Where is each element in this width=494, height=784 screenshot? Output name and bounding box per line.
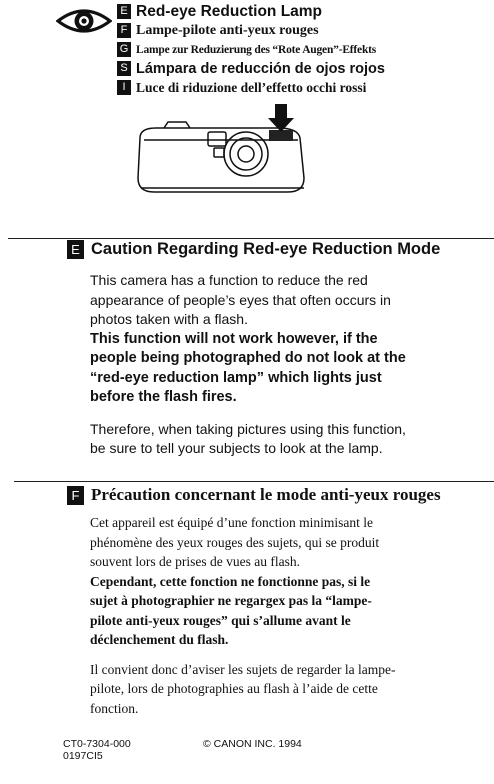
- section-heading: [67, 485, 441, 505]
- lang-row-english: [117, 2, 385, 21]
- copyright: © CANON INC. 1994: [203, 738, 302, 750]
- lang-badge: I: [117, 80, 131, 95]
- lang-row-german: [117, 40, 385, 59]
- lang-row-french: [117, 21, 385, 40]
- text-line: before the flash fires.: [90, 389, 237, 405]
- divider: [8, 238, 494, 239]
- eye-icon: [56, 6, 112, 36]
- lang-row-italian: [117, 78, 385, 97]
- text-line: Cependant, cette fonction ne fonctionne pas, si le: [90, 573, 371, 589]
- text-line: Cet appareil est équipé d’une fonction minimisant le: [90, 515, 374, 530]
- french-section: [67, 485, 441, 505]
- lang-badge: E: [117, 4, 131, 19]
- lang-badge: S: [117, 61, 131, 76]
- text-line: fonction.: [90, 700, 139, 716]
- text-line: sujet à photographier ne regargex pas la “lampe-: [90, 593, 372, 608]
- doc-code: CT0-7304-000: [63, 738, 131, 750]
- divider: [14, 481, 494, 482]
- text-line: Il convient donc d’aviser les sujets de regarder la lampe-: [90, 661, 396, 677]
- text-line: pilote, lors de photographies au flash à l’aide de cette: [90, 681, 378, 696]
- camera-illustration: [128, 100, 318, 200]
- lang-badge: E: [67, 240, 84, 259]
- paragraph: [90, 513, 396, 572]
- lang-badge: F: [117, 23, 131, 38]
- text-line: people being photographed do not look at the: [90, 350, 406, 366]
- lang-title: Lampe-pilote anti-yeux rouges: [136, 22, 319, 38]
- lang-title: Red-eye Reduction Lamp: [136, 2, 323, 20]
- heading-text: Caution Regarding Red-eye Reduction Mode: [91, 240, 441, 258]
- paragraph: [90, 660, 396, 719]
- text-line: déclenchement du flash.: [90, 632, 229, 647]
- lang-row-spanish: [117, 59, 385, 78]
- lang-badge: G: [117, 42, 131, 57]
- lang-title: Luce di riduzione dell’effetto occhi rossi: [136, 79, 367, 95]
- heading-text: Précaution concernant le mode anti-yeux rouges: [91, 485, 441, 504]
- text-line: photos taken with a flash.: [90, 311, 248, 327]
- text-line: Therefore, when taking pictures using this function,: [90, 420, 406, 437]
- text-line: souvent lors de prises de vues au flash.: [90, 554, 300, 569]
- paragraph: [90, 271, 406, 330]
- text-line: pilote anti-yeux rouges” qui s’allume avant le: [90, 612, 351, 628]
- english-body: [90, 271, 406, 459]
- text-line: phénomène des yeux rouges des sujets, qui se produit: [90, 534, 380, 550]
- doc-code: 0197CI5: [63, 750, 103, 762]
- text-line: appearance of people’s eyes that often occurs in: [90, 291, 391, 308]
- paragraph-bold: [90, 330, 406, 408]
- text-line: be sure to tell your subjects to look at the lamp.: [90, 440, 383, 456]
- paragraph: [90, 420, 406, 459]
- language-title-list: [117, 2, 385, 97]
- paragraph-bold: [90, 572, 396, 650]
- lang-title: Lampe zur Reduzierung des “Rote Augen”-Effekts: [136, 43, 377, 56]
- english-section: [67, 240, 440, 259]
- french-body: [90, 513, 396, 718]
- document-codes: [63, 738, 131, 762]
- section-heading: [67, 240, 440, 259]
- text-line: “red-eye reduction lamp” which lights just: [90, 369, 382, 386]
- lang-badge: F: [67, 486, 84, 505]
- lang-title: Lámpara de reducción de ojos rojos: [136, 60, 385, 77]
- text-line: This function will not work however, if the: [90, 330, 378, 347]
- text-line: This camera has a function to reduce the red: [90, 272, 368, 288]
